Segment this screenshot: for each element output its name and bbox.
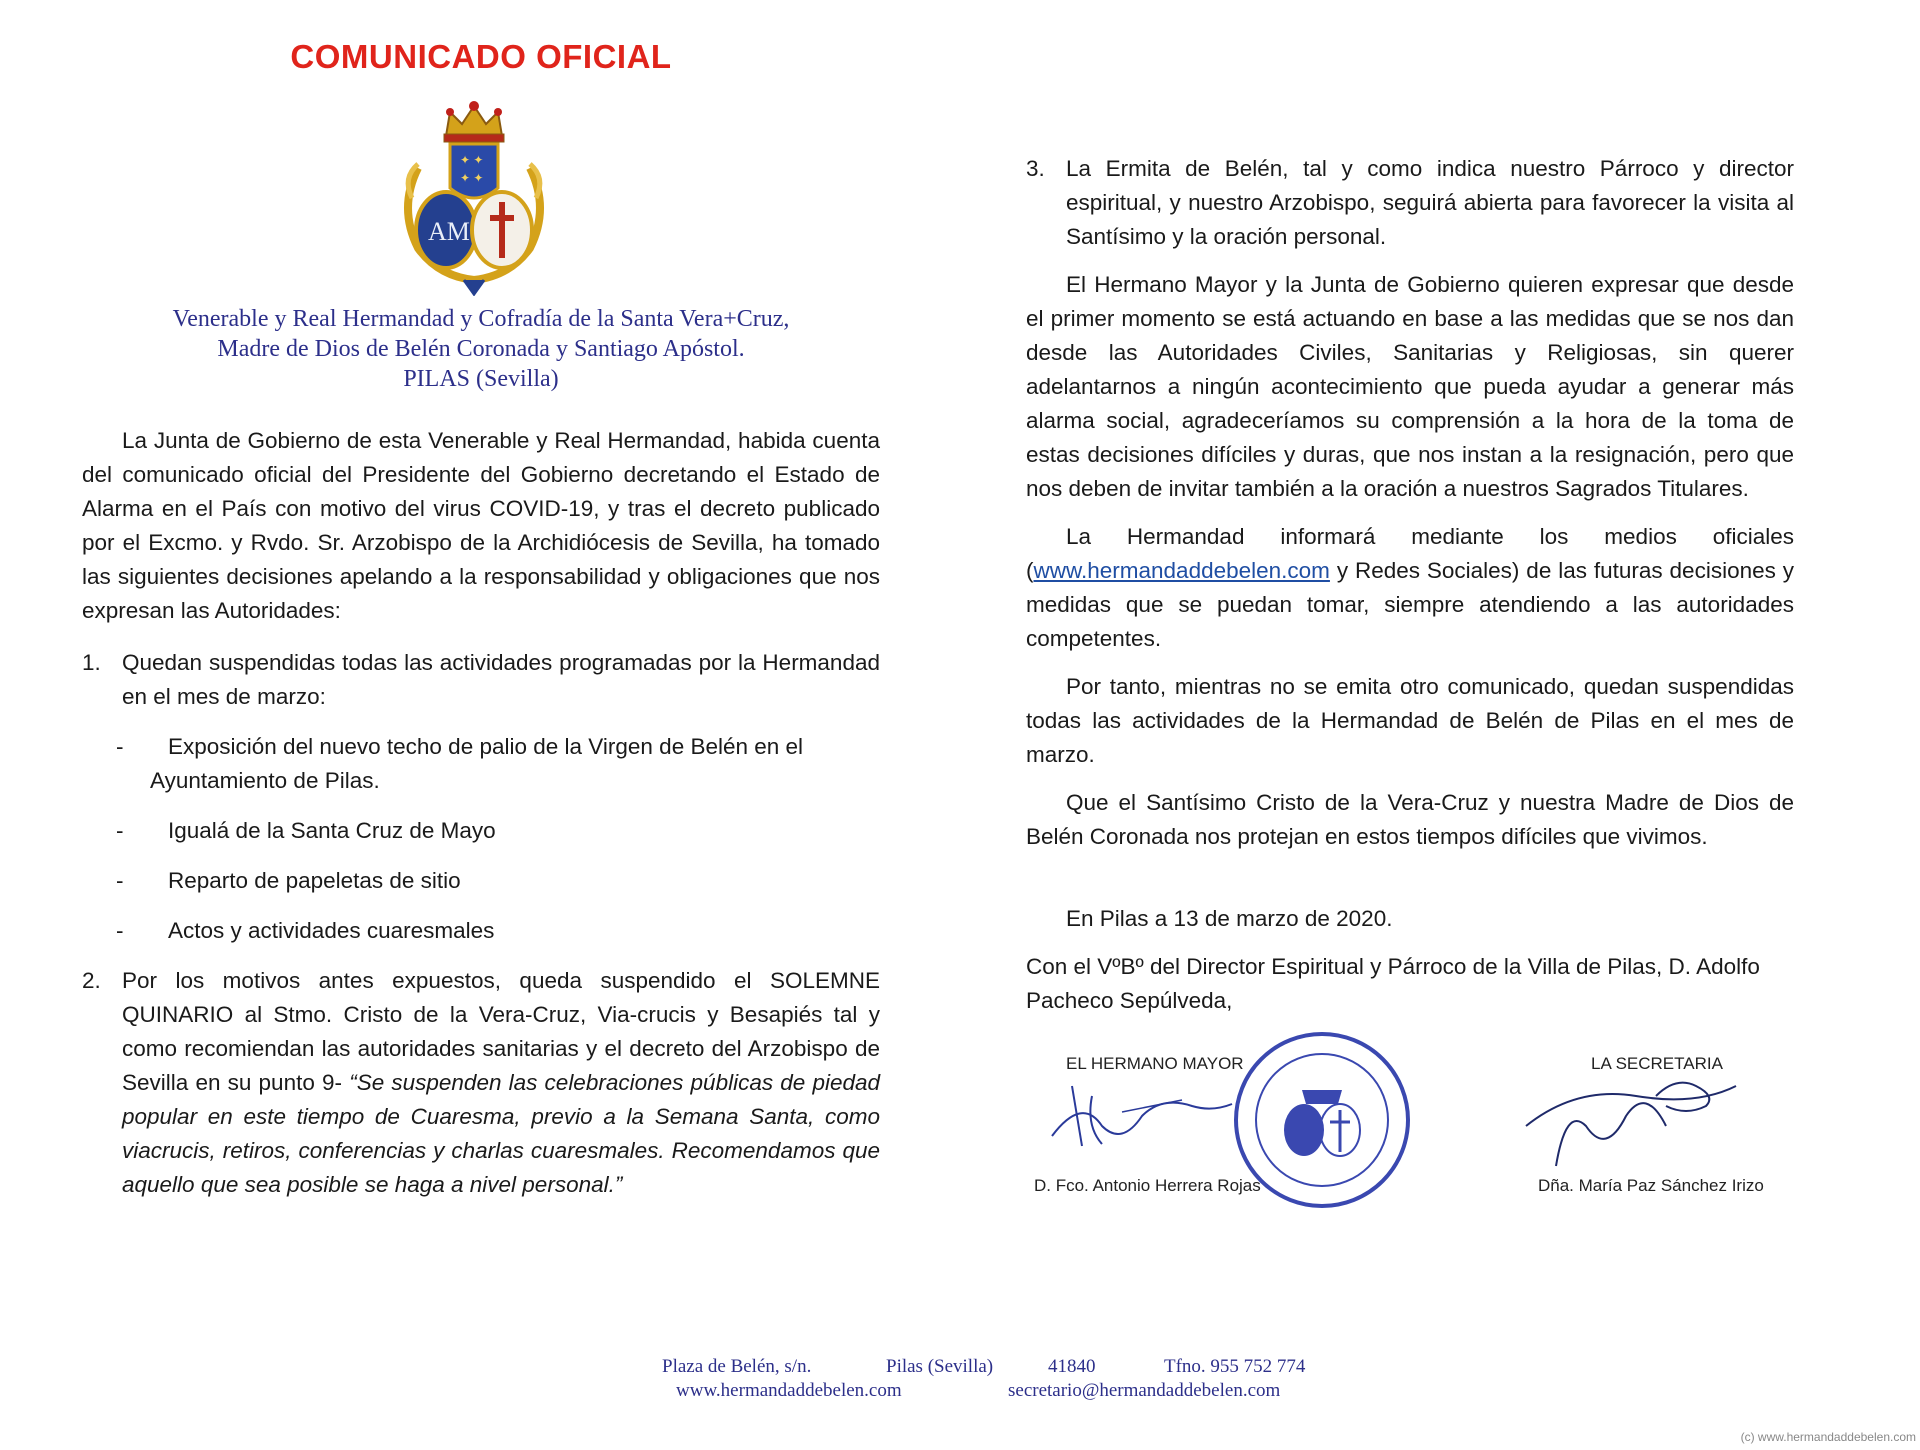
- sub-list-item: [82, 730, 880, 798]
- footer-email[interactable]: secretario@hermandaddebelen.com: [1008, 1380, 1281, 1401]
- brotherhood-name: [82, 304, 880, 394]
- brotherhood-line-2: Madre de Dios de Belén Coronada y Santiago Apóstol.: [217, 336, 745, 362]
- dash-bullet: -: [116, 868, 124, 893]
- watermark: (c) www.hermandaddebelen.com: [1740, 1430, 1916, 1444]
- signature-area: [1026, 1026, 1794, 1226]
- svg-text:✦ ✦: ✦ ✦: [460, 153, 484, 167]
- svg-text:✦ ✦: ✦ ✦: [460, 171, 484, 185]
- sub-list-item: [82, 814, 880, 848]
- right-signature: [1516, 1066, 1756, 1176]
- footer-address: Plaza de Belén, s/n.: [662, 1356, 812, 1377]
- date-line: En Pilas a 13 de marzo de 2020.: [1066, 906, 1393, 931]
- approval-line: Con el VºBº del Director Espiritual y Párroco de la Villa de Pilas, D. Adolfo Pacheco Sepúlveda,: [1026, 954, 1760, 1013]
- intro-paragraph: La Junta de Gobierno de esta Venerable y Real Hermandad, habida cuenta del comunicado oficial del Presidente del Gobierno decretando el Estado de Alarma en el País con motivo del virus COVID-19, y tras el decreto publicado por el Excmo. y Rvdo. Sr. Arzobispo de la Archidiócesis de Sevilla, ha tomado las siguientes decisiones apelando a la responsabilidad y obligaciones que nos expresan las Autoridades:: [82, 428, 880, 623]
- sub-list-item: [82, 864, 880, 898]
- right-signatory-title: LA SECRETARIA: [1591, 1054, 1723, 1073]
- left-signatory-name: D. Fco. Antonio Herrera Rojas: [1034, 1176, 1261, 1195]
- paragraph-measures: El Hermano Mayor y la Junta de Gobierno quieren expresar que desde el primer momento se está actuando en base a las medidas que se nos dan desde las Autoridades Civiles, Sanitarias y Religiosas, sin querer adelantarnos a ningún acontecimiento que pueda ayudar a generar más alarma social, agradeceríamos su comprensión a la hora de la toma de estas decisiones difíciles y duras, que nos instan a la resignación, pero que nos deben de invitar también a la oración a nuestros Sagrados Titulares.: [1026, 272, 1794, 501]
- sub-list-item: [82, 914, 880, 948]
- brotherhood-line-3: PILAS (Sevilla): [403, 366, 559, 392]
- footer-zip: 41840: [1048, 1356, 1096, 1377]
- paragraph-blessing: Que el Santísimo Cristo de la Vera-Cruz y nuestra Madre de Dios de Belén Coronada nos protejan en estos tiempos difíciles que vivimos.: [1026, 790, 1794, 849]
- paragraph-text: y Redes Sociales) de las futuras decisiones y medidas que se puedan tomar, siempre atendiendo a las autoridades competentes.: [1026, 558, 1794, 651]
- official-seal-stamp: [1232, 1030, 1412, 1210]
- sub-item-continuation: Ayuntamiento de Pilas.: [150, 768, 380, 793]
- page-title: COMUNICADO OFICIAL: [290, 38, 672, 75]
- list-item-text: Por los motivos antes expuestos, queda suspendido el SOLEMNE QUINARIO al Stmo. Cristo de la Vera-Cruz, Via-crucis y Besapiés tal y como recomiendan las autoridades sanitarias y el decreto del Arzobispo de Sevilla en su punto 9-: [122, 968, 880, 1095]
- footer-website[interactable]: www.hermandaddebelen.com: [676, 1380, 902, 1401]
- paragraph-text: La Hermandad informará mediante los medios oficiales (: [1026, 524, 1794, 583]
- sub-item-text: Reparto de papeletas de sitio: [168, 868, 461, 893]
- paragraph-suspension: Por tanto, mientras no se emita otro comunicado, quedan suspendidas todas las actividades de la Hermandad de Belén de Pilas en el mes de marzo.: [1026, 674, 1794, 767]
- right-column: [1026, 152, 1794, 1032]
- list-number: 2.: [82, 968, 101, 993]
- website-link[interactable]: www.hermandaddebelen.com: [1033, 558, 1330, 583]
- sub-item-text: Igualá de la Santa Cruz de Mayo: [168, 818, 496, 843]
- dash-bullet: -: [116, 734, 124, 759]
- left-signatory-title: EL HERMANO MAYOR: [1066, 1054, 1244, 1073]
- dash-bullet: -: [116, 818, 124, 843]
- list-item-3: [1026, 152, 1794, 254]
- footer-phone: Tfno. 955 752 774: [1164, 1356, 1306, 1377]
- list-number: 3.: [1026, 156, 1045, 181]
- brotherhood-line-1: Venerable y Real Hermandad y Cofradía de la Santa Vera+Cruz,: [172, 306, 790, 332]
- dash-bullet: -: [116, 918, 124, 943]
- sub-item-text: Exposición del nuevo techo de palio de la Virgen de Belén en el: [168, 734, 804, 759]
- footer-city: Pilas (Sevilla): [886, 1356, 994, 1377]
- list-number: 1.: [82, 650, 101, 675]
- sub-item-text: Actos y actividades cuaresmales: [168, 918, 495, 943]
- left-signature: [1042, 1076, 1242, 1156]
- list-item-text: Quedan suspendidas todas las actividades programadas por la Hermandad en el mes de marzo:: [122, 650, 880, 709]
- brotherhood-crest-logo: [388, 98, 560, 296]
- svg-text:AM: AM: [428, 217, 470, 246]
- decree-quote: “Se suspenden las celebraciones públicas de piedad popular en este tiempo de Cuaresma, previo a la Semana Santa, como viacrucis, retiros, conferencias y charlas cuaresmales. Recomendamos que aquello que sea posible se haga a nivel personal.”: [122, 1070, 881, 1197]
- sub-list: [82, 730, 880, 964]
- list-item-1: [82, 646, 880, 714]
- paragraph-information: [1026, 520, 1794, 656]
- right-signatory-name: Dña. María Paz Sánchez Irizo: [1538, 1176, 1764, 1195]
- list-item-2: [82, 964, 880, 1202]
- list-item-text: La Ermita de Belén, tal y como indica nuestro Párroco y director espiritual, y nuestro Arzobispo, seguirá abierta para favorecer la visita al Santísimo y la oración personal.: [1066, 156, 1794, 249]
